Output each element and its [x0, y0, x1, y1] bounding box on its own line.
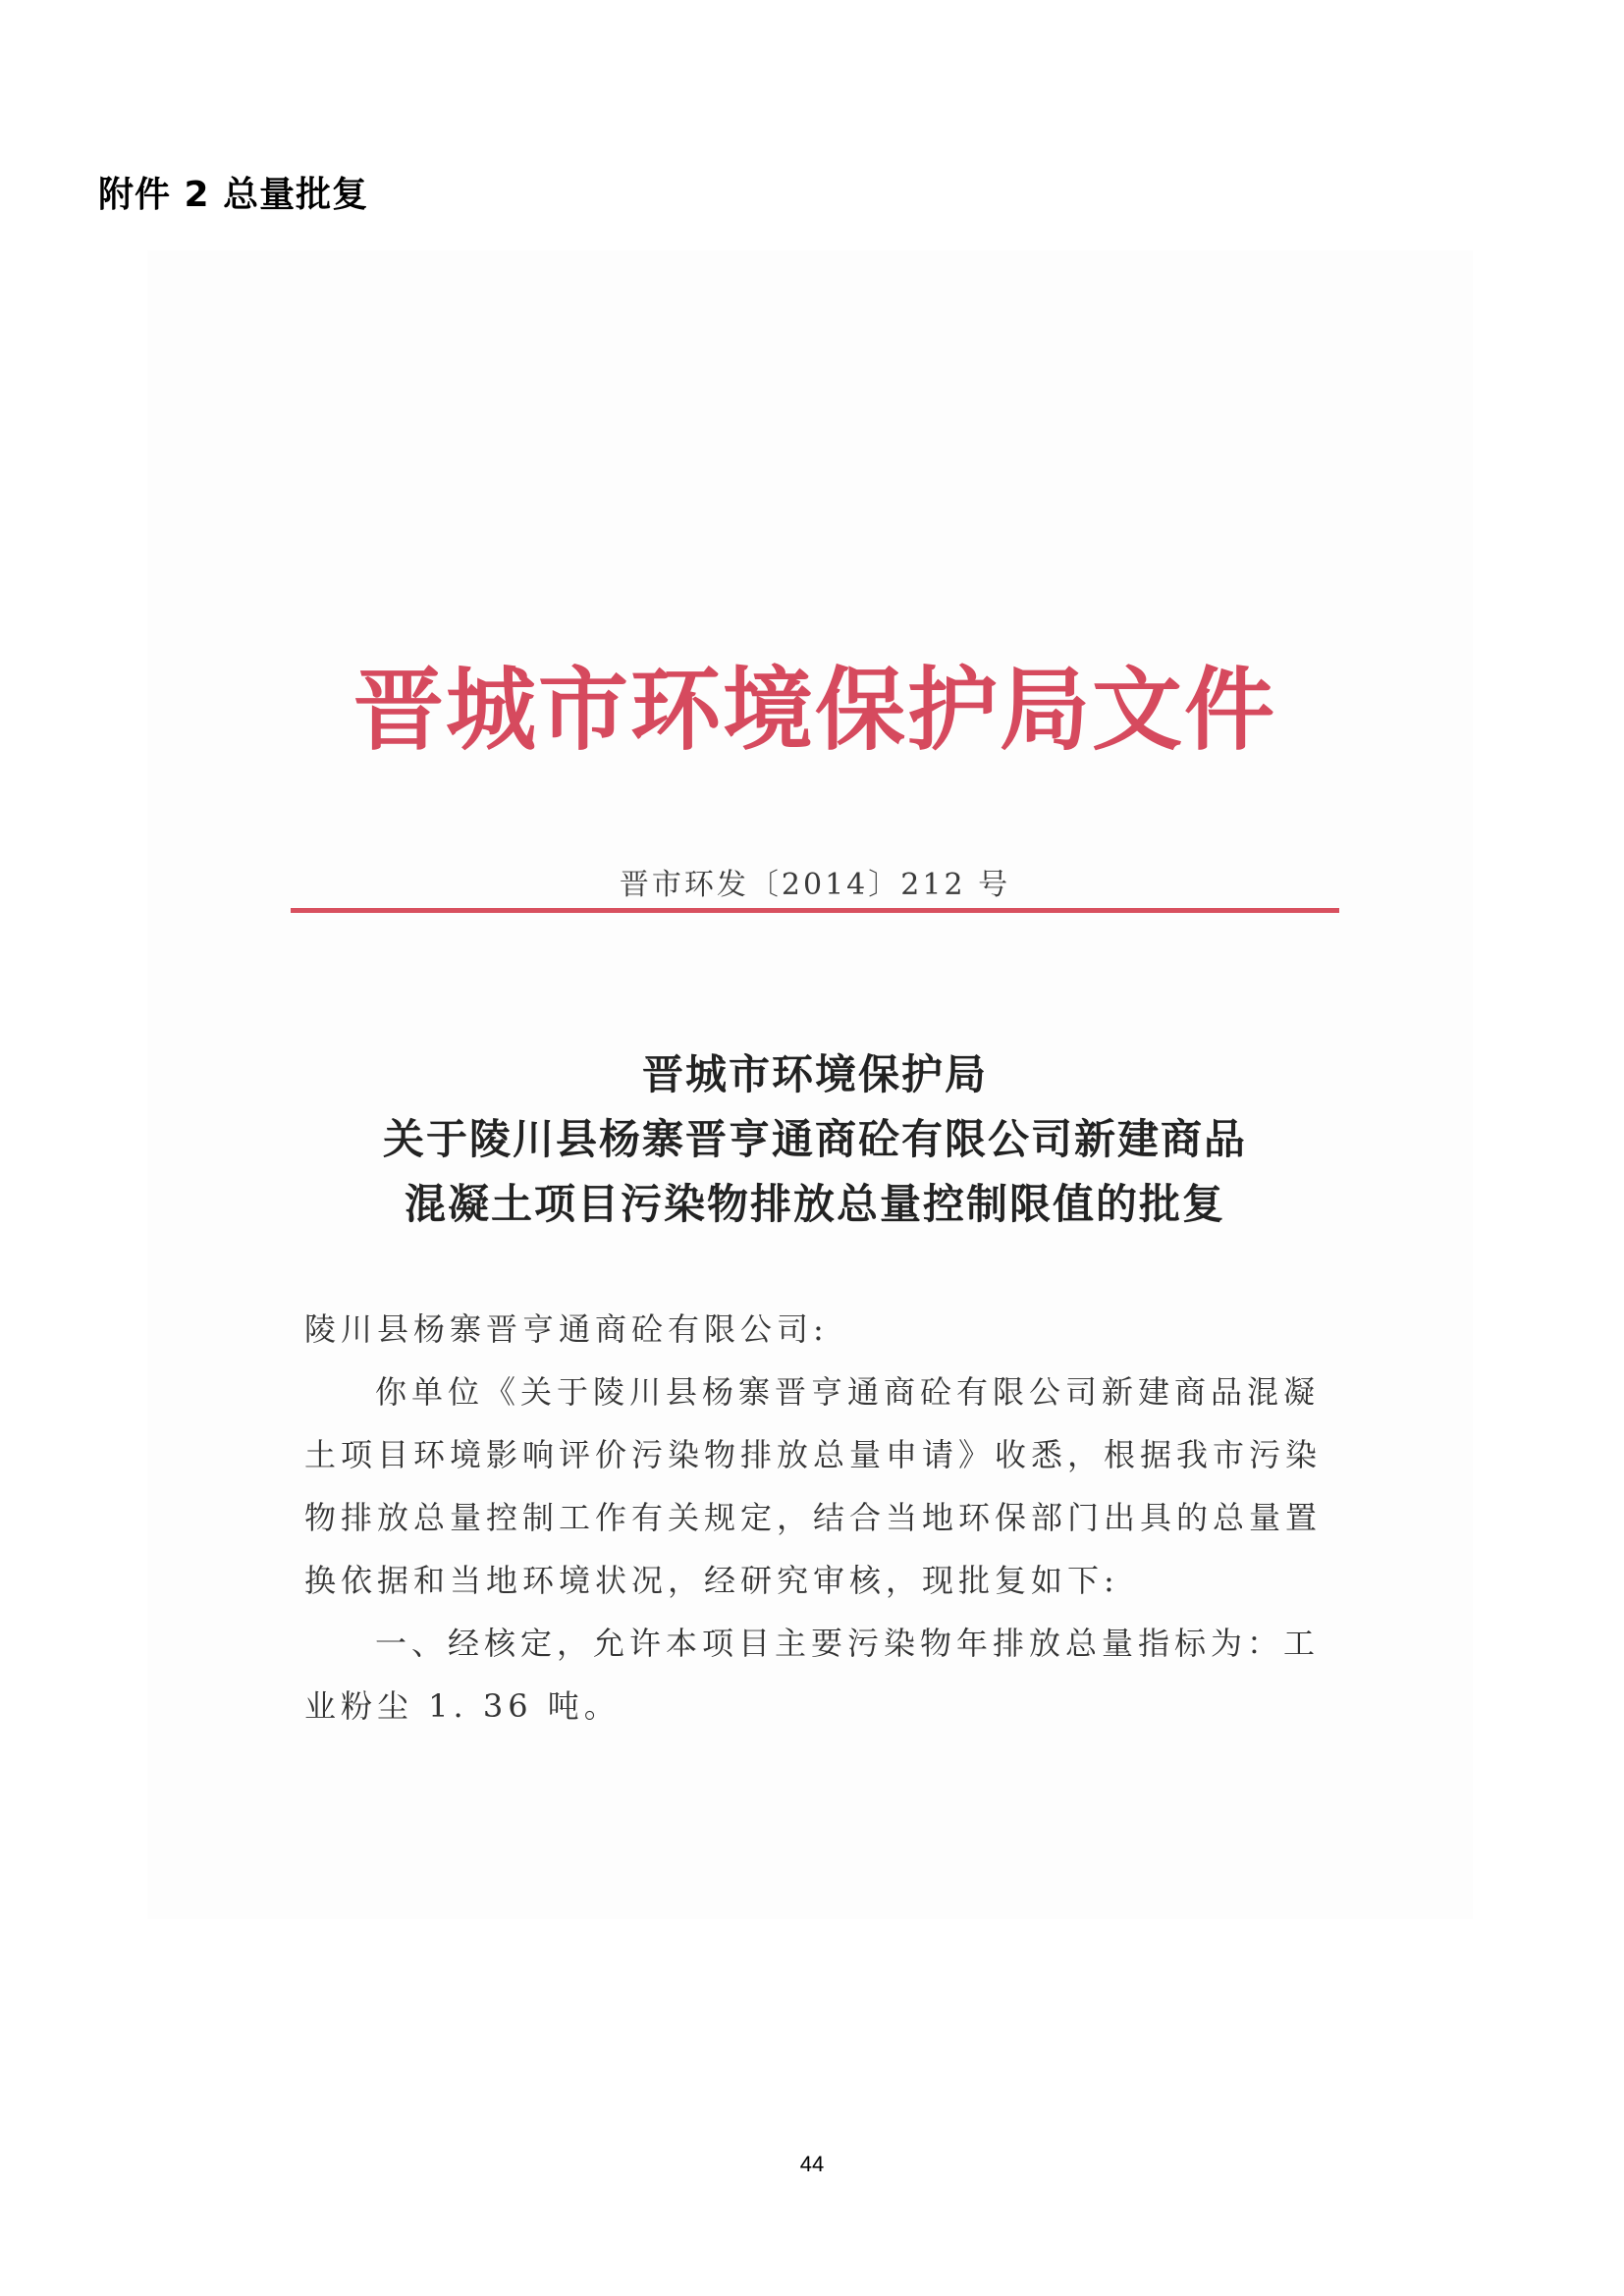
paragraph-1-line: 物排放总量控制工作有关规定，结合当地环保部门出具的总量置 [304, 1499, 1323, 1536]
title-line-3: 混凝土项目污染物排放总量控制限值的批复 [404, 1180, 1225, 1228]
letterhead-divider [291, 908, 1339, 913]
title-line-1: 晋城市环境保护局 [641, 1050, 988, 1098]
salutation: 陵川县杨寨晋亨通商砼有限公司: [304, 1310, 829, 1348]
paragraph-1-line: 你单位《关于陵川县杨寨晋亨通商砼有限公司新建商品混凝 [375, 1373, 1321, 1411]
title-line-2: 关于陵川县杨寨晋亨通商砼有限公司新建商品 [382, 1115, 1247, 1163]
document-number: 晋市环发〔2014〕212 号 [619, 868, 1011, 902]
attachment-label: 附件 2 总量批复 [98, 175, 369, 215]
paragraph-2-line: 一、经核定，允许本项目主要污染物年排放总量指标为：工 [375, 1625, 1321, 1662]
paragraph-1-line: 换依据和当地环境状况，经研究审核，现批复如下: [304, 1562, 1119, 1599]
page-number: 44 [799, 2152, 825, 2176]
document-title [245, 1042, 1384, 1237]
paragraph-1-line: 土项目环境影响评价污染物排放总量申请》收悉，根据我市污染 [304, 1436, 1323, 1473]
paragraph-2-line: 业粉尘 1. 36 吨。 [304, 1687, 621, 1725]
document-body [304, 1298, 1335, 1737]
letterhead-title: 晋城市环境保护局文件 [352, 657, 1276, 763]
